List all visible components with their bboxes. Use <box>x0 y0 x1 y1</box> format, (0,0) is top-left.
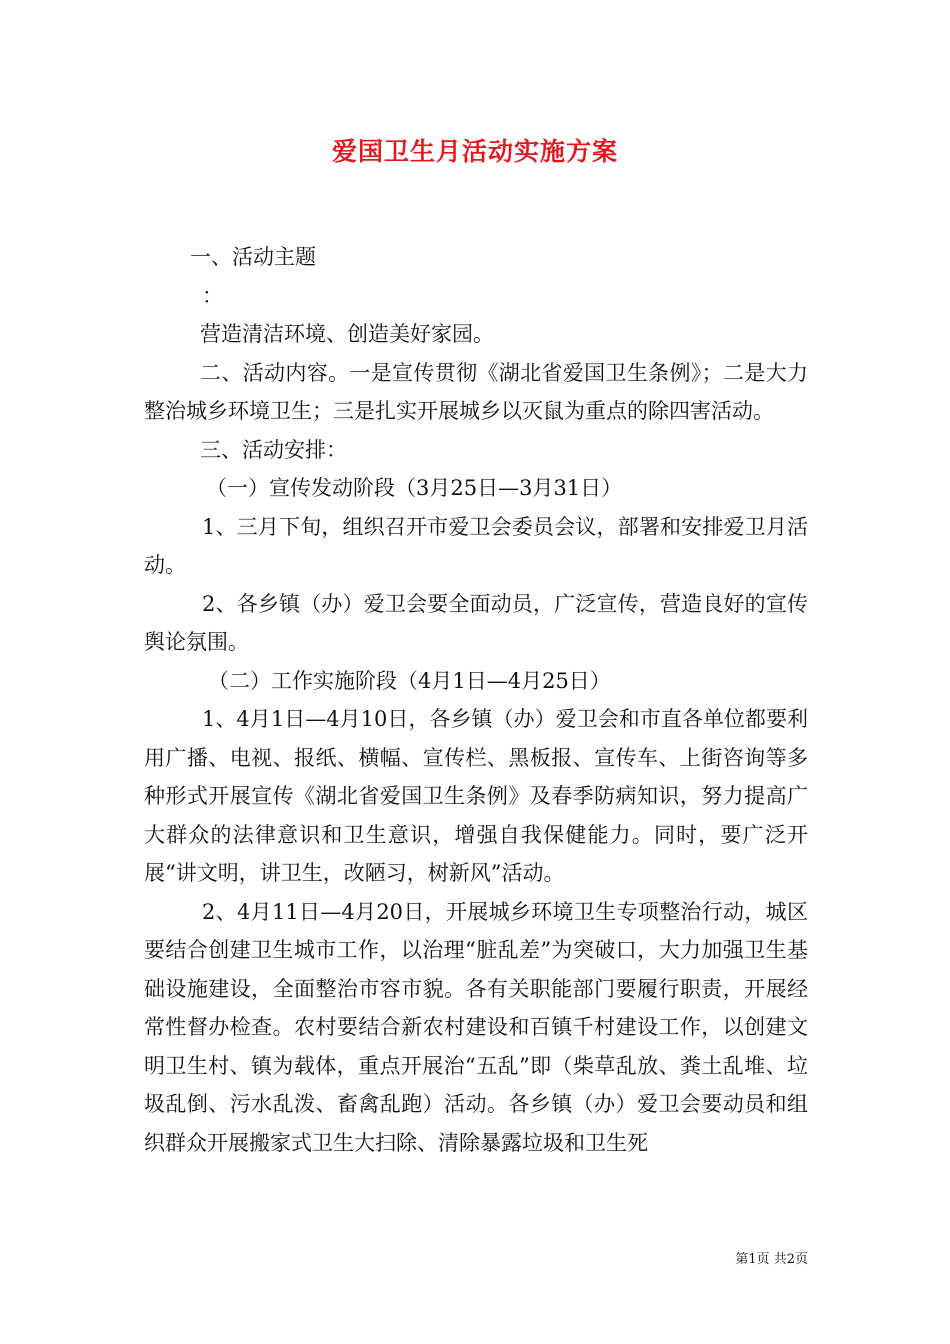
subsection-heading-publicity: （一）宣传发动阶段（3月25日—3月31日） <box>206 476 623 500</box>
theme-text: 营造清洁环境、创造美好家园。 <box>200 322 494 346</box>
section-content-paragraph: 二、活动内容。一是宣传贯彻《湖北省爱国卫生条例》；二是大力整治城乡环境卫生；三是扎实开展城乡以灭鼠为重点的除四害活动。 <box>144 360 808 423</box>
publicity-item-2: 2、各乡镇（办）爱卫会要全面动员，广泛宣传，营造良好的宣传舆论氛围。 <box>144 591 808 654</box>
page-number-footer: 第1页 共2页 <box>735 1252 808 1267</box>
section-heading-theme: 一、活动主题 <box>190 245 316 269</box>
section-heading-arrangement: 三、活动安排： <box>200 437 347 462</box>
document-body <box>144 238 808 1162</box>
document-title: 爱国卫生月活动实施方案 <box>331 137 618 166</box>
implementation-item-2: 2、4月11日—4月20日，开展城乡环境卫生专项整治行动，城区要结合创建卫生城市工作，以治理“脏乱差”为突破口，大力加强卫生基础设施建设，全面整治市容市貌。各有关职能部门要履行职责，开展经常性督办检查。农村要结合新农村建设和百镇千村建设工作，以创建文明卫生村、镇为载体，重点开展治“五乱”即（柴草乱放、粪土乱堆、垃圾乱倒、污水乱泼、畜禽乱跑）活动。各乡镇（办）爱卫会要动员和组织群众开展搬家式卫生大扫除、清除暴露垃圾和卫生死 <box>144 899 808 1155</box>
publicity-item-1: 1、三月下旬，组织召开市爱卫会委员会议，部署和安排爱卫月活动。 <box>144 514 808 577</box>
subsection-heading-implementation: （二）工作实施阶段（4月1日—4月25日） <box>208 668 611 693</box>
colon-line: ： <box>202 283 223 308</box>
implementation-item-1: 1、4月1日—4月10日，各乡镇（办）爱卫会和市直各单位都要利用广播、电视、报纸、横幅、宣传栏、黑板报、宣传车、上街咨询等多种形式开展宣传《湖北省爱国卫生条例》及春季防病知识，努力提高广大群众的法律意识和卫生意识，增强自我保健能力。同时，要广泛开展“讲文明，讲卫生，改陋习，树新风”活动。 <box>144 707 808 885</box>
